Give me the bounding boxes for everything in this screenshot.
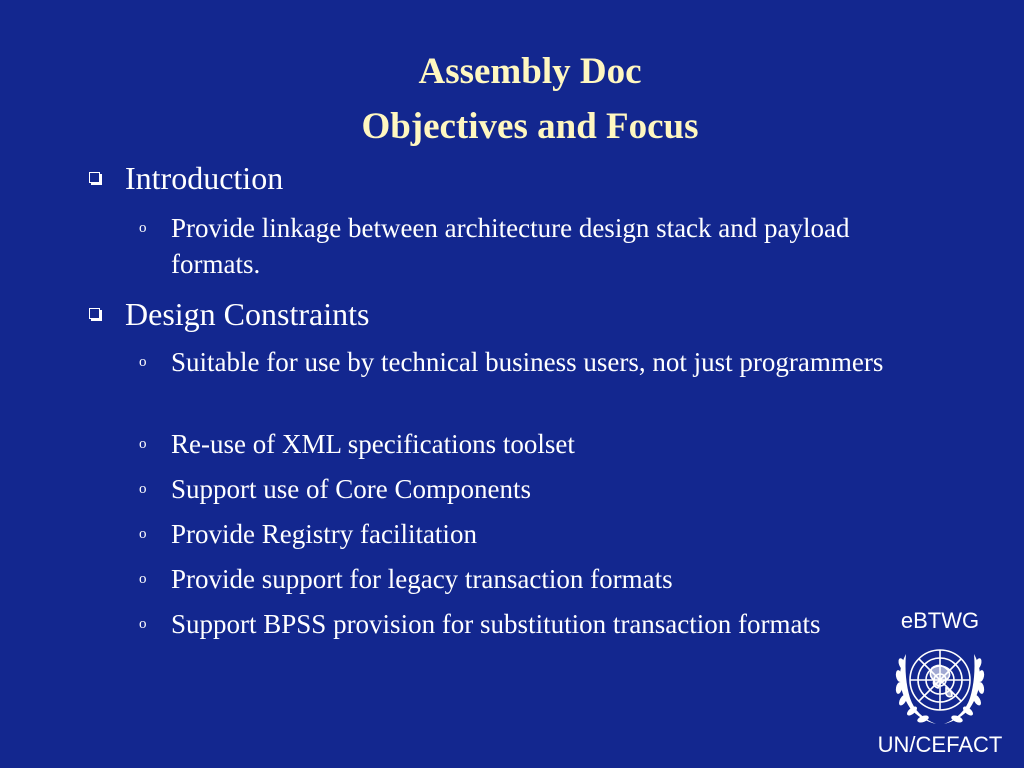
small-circle-bullet-icon: o [139,526,147,542]
list-item [139,471,891,507]
list-item-text: Suitable for use by technical business users, not just programmers [171,347,884,377]
slide-title-line1: Assembly Doc [418,51,642,92]
section-heading-introduction [125,160,283,196]
slide-title [0,44,1024,154]
list-item-text: Support use of Core Components [171,474,531,504]
list-item [139,426,891,462]
logo-top-text: eBTWG [900,608,980,633]
hollow-square-bullet-icon [89,172,100,183]
hollow-square-bullet-icon [89,308,100,319]
small-circle-bullet-icon: o [139,616,147,632]
small-circle-bullet-icon: o [139,354,147,370]
list-item-text: Provide linkage between architecture design stack and payload formats. [171,213,850,279]
list-item [139,606,891,642]
list-item-text: Re-use of XML specifications toolset [171,429,575,459]
small-circle-bullet-icon: o [139,571,147,587]
list-item [139,561,891,597]
section-heading-label: Introduction [125,160,284,196]
small-circle-bullet-icon: o [139,220,147,236]
list-item [139,516,891,552]
list-item [139,344,891,380]
un-emblem-icon [888,636,992,730]
un-cefact-logo [877,600,1003,768]
small-circle-bullet-icon: o [139,436,147,452]
list-item-text: Provide support for legacy transaction formats [171,564,673,594]
section-heading-design-constraints [125,296,369,332]
section-heading-label: Design Constraints [125,296,370,332]
slide-title-line2: Objectives and Focus [361,106,699,147]
list-item [139,210,891,282]
list-item-text: Provide Registry facilitation [171,519,477,549]
list-item-text: Support BPSS provision for substitution transaction formats [171,609,821,639]
logo-bottom-text: UN/CEFACT [877,732,1003,757]
small-circle-bullet-icon: o [139,481,147,497]
